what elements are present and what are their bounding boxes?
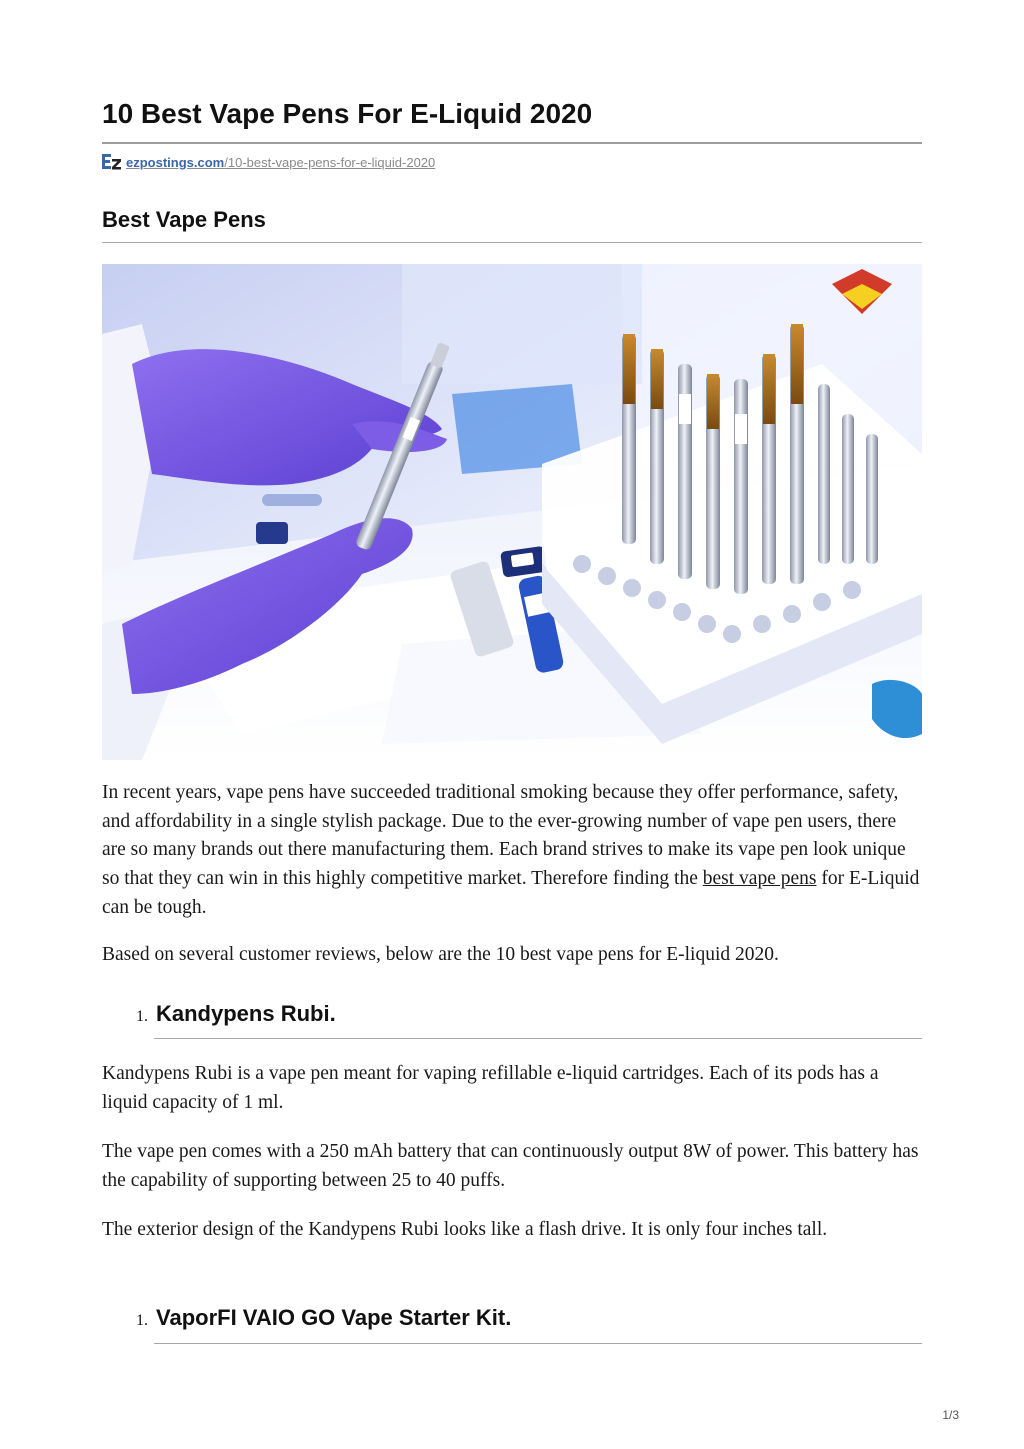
source-domain: ezpostings.com xyxy=(126,154,225,170)
body-paragraph: Kandypens Rubi is a vape pen meant for vaping refillable e-liquid cartridges. Each of its pods has a liquid capacity of 1 ml. xyxy=(102,1063,879,1113)
section-heading: Best Vape Pens xyxy=(102,207,266,232)
intro-paragraph xyxy=(102,779,922,923)
title-divider xyxy=(102,142,922,144)
source-link[interactable] xyxy=(126,155,435,170)
list-item-heading xyxy=(136,1001,336,1027)
list-item-title: Kandypens Rubi. xyxy=(156,1001,336,1026)
list-item-heading xyxy=(136,1305,511,1331)
lead-paragraph: Based on several customer reviews, below are the 10 best vape pens for E-liquid 2020. xyxy=(102,944,779,965)
source-path: /10-best-vape-pens-for-e-liquid-2020 xyxy=(224,154,436,170)
hero-image xyxy=(102,264,922,760)
section-divider xyxy=(102,242,922,243)
intro-text-start: In recent years, vape pens have succeeded traditional smoking because they offer performance, safety, and affordability in a single stylish package. Due to the ever-growing number of vape pen users, there are so many brands out there manufacturing them. Each brand strives to make its vape pen look unique so that they can win in this highly competitive market. Therefore finding the xyxy=(102,782,906,890)
body-paragraph: The vape pen comes with a 250 mAh battery that can continuously output 8W of power. This battery has the capability of supporting between 25 to 40 puffs. xyxy=(102,1141,919,1191)
page-title: 10 Best Vape Pens For E-Liquid 2020 xyxy=(102,98,593,129)
page-indicator: 1/3 xyxy=(942,1408,959,1422)
source-line xyxy=(102,152,435,172)
list-item-divider xyxy=(154,1038,922,1039)
body-paragraph: The exterior design of the Kandypens Rubi looks like a flash drive. It is only four inches tall. xyxy=(102,1219,828,1240)
best-vape-pens-link[interactable]: best vape pens xyxy=(702,868,817,890)
intro-text-end: for E-Liquid can be tough. xyxy=(102,868,920,918)
list-item-title: VaporFI VAIO GO Vape Starter Kit. xyxy=(156,1305,512,1330)
list-item-divider xyxy=(154,1343,922,1344)
list-item-number: 1. xyxy=(136,1008,148,1025)
list-item-number: 1. xyxy=(136,1312,148,1329)
ez-logo-icon xyxy=(102,153,122,171)
